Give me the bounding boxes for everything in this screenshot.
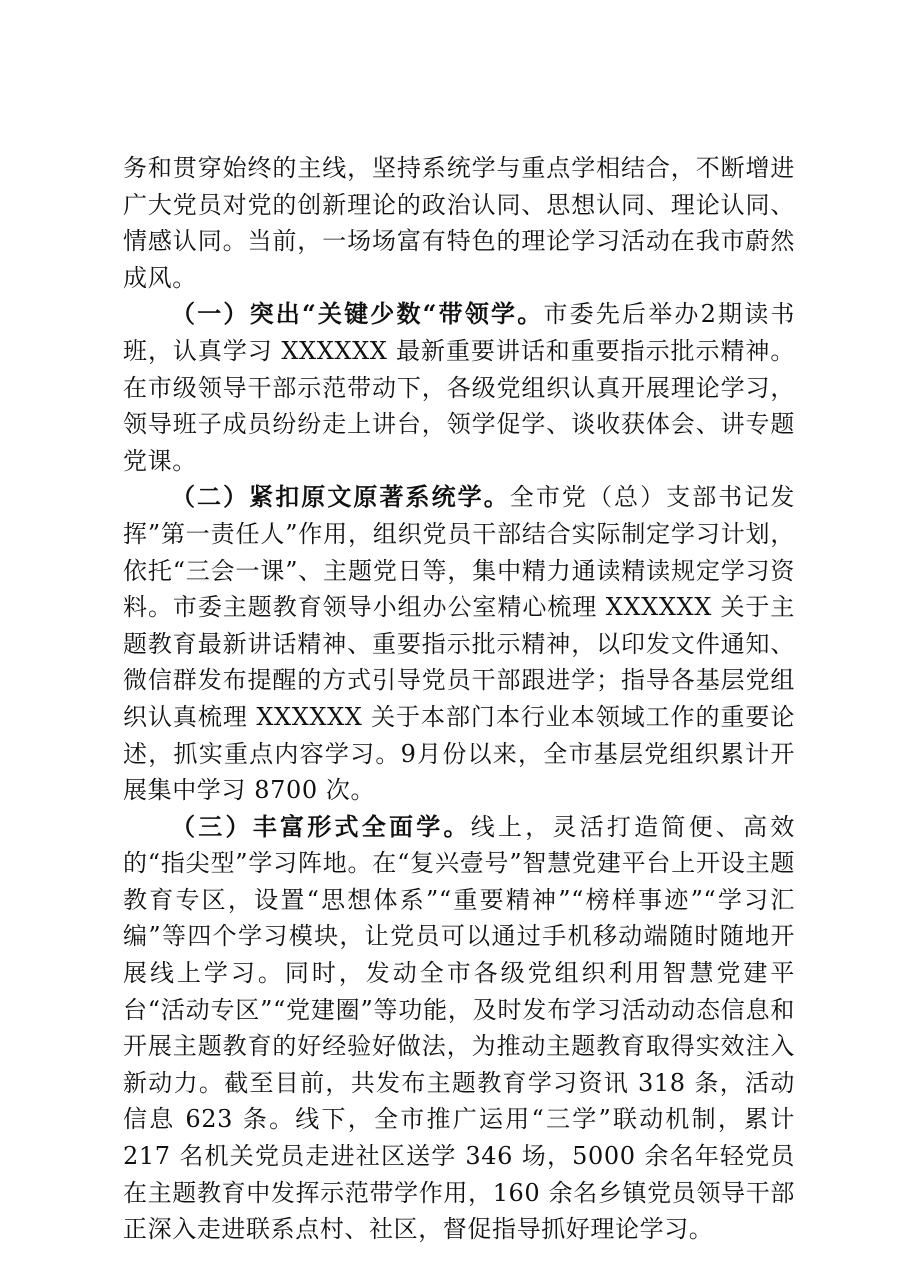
document-body [123, 150, 795, 1248]
section-heading: （二）紧扣原文原著系统学。 [171, 482, 510, 512]
paragraph-section-1 [123, 296, 795, 479]
paragraph-text: 线上，灵活打造简便、高效的“指尖型”学习阵地。在“复兴壹号”智慧党建平台上开设主题教育专区，设置“思想体系”“重要精神”“榜样事迹”“学习汇编”等四个学习模块，让党员可以通过手机移动端随时随地开展线上学习。同时，发动全市各级党组织利用智慧党建平台“活动专区”“党建圈”等功能，及时发布学习活动动态信息和开展主题教育的好经验好做法，为推动主题教育取得实效注入新动力。截至目前，共发布主题教育学习资讯 318 条，活动信息 623 条。线下，全市推广运用“三学”联动机制，累计 217 名机关党员走进社区送学 346 场，5000 余名年轻党员在主题教育中发挥示范带学作用，160 余名乡镇党员领导干部正深入走进联系点村、社区，督促指导抓好理论学习。 [123, 812, 795, 1244]
paragraph-continuation [123, 150, 795, 296]
paragraph-section-3 [123, 809, 795, 1248]
paragraph-text: 市委先后举办2期读书班，认真学习 XXXXXX 最新重要讲话和重要指示批示精神。在市级领导干部示范带动下，各级党组织认真开展理论学习，领导班子成员纷纷走上讲台，领学促学、谈收获体会、讲专题党课。 [123, 300, 795, 475]
paragraph-section-2 [123, 479, 795, 808]
section-heading: （三）丰富形式全面学。 [171, 811, 471, 841]
paragraph-text: 务和贯穿始终的主线，坚持系统学与重点学相结合，不断增进广大党员对党的创新理论的政治认同、思想认同、理论认同、情感认同。当前，一场场富有特色的理论学习活动在我市蔚然成风。 [123, 154, 795, 292]
section-heading: （一）突出“关键少数“带领学。 [171, 299, 544, 329]
paragraph-text: 全市党（总）支部书记发挥”第一责任人”作用，组织党员干部结合实际制定学习计划，依托“三会一课”、主题党日等，集中精力通读精读规定学习资料。市委主题教育领导小组办公室精心梳理 XXXXXX 关于主题教育最新讲话精神、重要指示批示精神，以印发文件通知、微信群发布提醒的方式引导党员干部跟进学；指导各基层党组织认真梳理 XXXXXX 关于本部门本行业本领域工作的重要论述，抓实重点内容学习。9月份以来，全市基层党组织累计开展集中学习 8700 次。 [123, 483, 795, 805]
